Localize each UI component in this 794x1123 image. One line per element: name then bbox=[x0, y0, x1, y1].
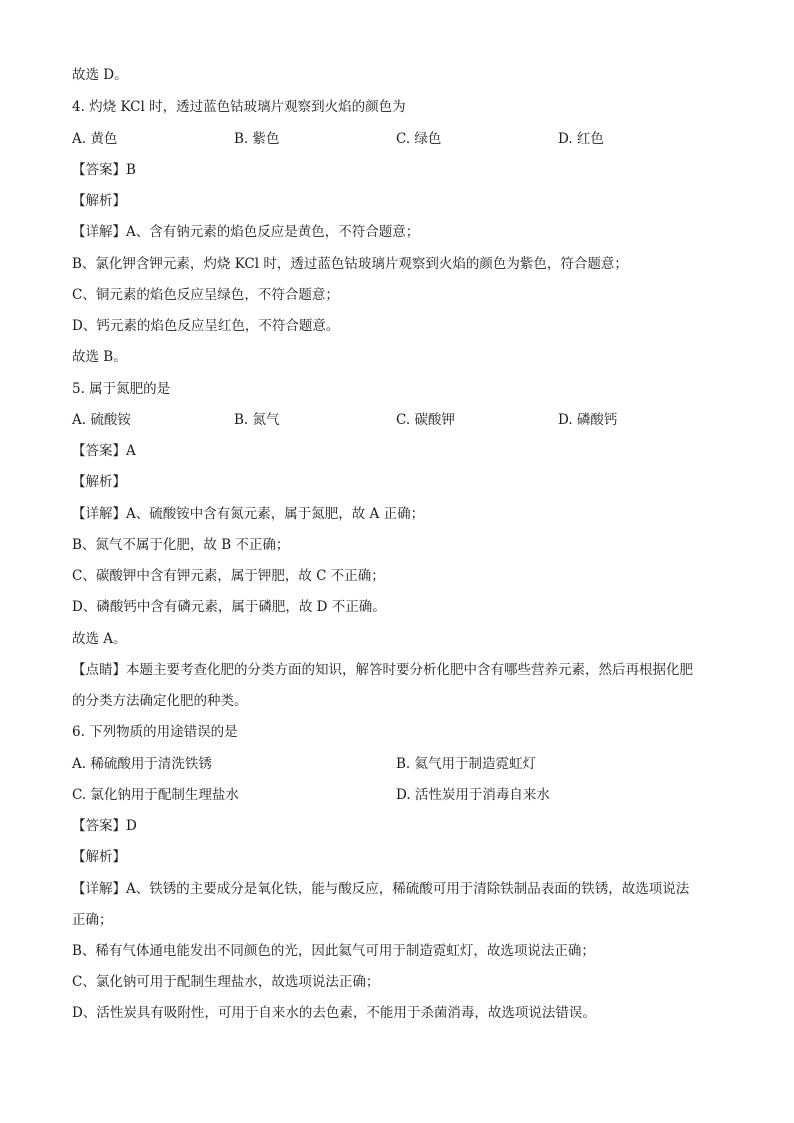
question-4-option-a: A. 黄色 bbox=[72, 131, 118, 147]
question-5-detail-3: C、碳酸钾中含有钾元素，属于钾肥，故 C 不正确； bbox=[72, 568, 385, 584]
question-5-stem: 5. 属于氮肥的是 bbox=[72, 381, 171, 397]
question-5-option-a: A. 硫酸铵 bbox=[72, 412, 131, 428]
question-4-detail-1: 【详解】A、含有钠元素的焰色反应是黄色，不符合题意； bbox=[72, 224, 420, 240]
question-4-detail-3: C、铜元素的焰色反应呈绿色，不符合题意； bbox=[72, 287, 339, 303]
question-5-option-d: D. 磷酸钙 bbox=[558, 412, 618, 428]
question-4-detail-4: D、钙元素的焰色反应呈红色，不符合题意。 bbox=[72, 318, 340, 334]
prev-question-conclusion: 故选 D。 bbox=[72, 67, 128, 83]
question-4-option-d: D. 红色 bbox=[558, 131, 604, 147]
question-6-answer: 【答案】D bbox=[72, 818, 137, 834]
question-6-detail-2: B、稀有气体通电能发出不同颜色的光，因此氦气可用于制造霓虹灯，故选项说法正确； bbox=[72, 943, 595, 959]
question-4-answer: 【答案】B bbox=[72, 162, 136, 178]
question-4-analysis-heading: 【解析】 bbox=[72, 193, 126, 209]
question-6-detail-3: C、氯化钠可用于配制生理盐水，故选项说法正确； bbox=[72, 974, 380, 990]
question-5-option-b: B. 氮气 bbox=[234, 412, 280, 428]
question-5-detail-2: B、氮气不属于化肥，故 B 不正确； bbox=[72, 537, 290, 553]
question-5-detail-4: D、磷酸钙中含有磷元素，属于磷肥，故 D 不正确。 bbox=[72, 599, 386, 615]
question-4-detail-2: B、氯化钾含钾元素，灼烧 KCl 时，透过蓝色钴玻璃片观察到火焰的颜色为紫色，符合题意； bbox=[72, 256, 628, 272]
question-5-answer: 【答案】A bbox=[72, 443, 136, 459]
question-4-option-b: B. 紫色 bbox=[234, 131, 280, 147]
question-6-stem: 6. 下列物质的用途错误的是 bbox=[72, 724, 238, 740]
question-4-stem: 4. 灼烧 KCl 时，透过蓝色钴玻璃片观察到火焰的颜色为 bbox=[72, 99, 406, 115]
question-6-option-a: A. 稀硫酸用于清洗铁锈 bbox=[72, 756, 212, 772]
question-5-note-line-2: 的分类方法确定化肥的种类。 bbox=[72, 693, 248, 709]
question-5-note-line-1: 【点睛】本题主要考查化肥的分类方面的知识，解答时要分析化肥中含有哪些营养元素，然后再根据化肥 bbox=[72, 662, 693, 678]
question-6-detail-1-line-2: 正确； bbox=[72, 912, 113, 928]
question-5-option-c: C. 碳酸钾 bbox=[396, 412, 455, 428]
question-6-analysis-heading: 【解析】 bbox=[72, 849, 126, 865]
question-6-detail-4: D、活性炭具有吸附性，可用于自来水的去色素，不能用于杀菌消毒，故选项说法错误。 bbox=[72, 1005, 596, 1021]
question-6-option-c: C. 氯化钠用于配制生理盐水 bbox=[72, 787, 239, 803]
question-6-option-b: B. 氦气用于制造霓虹灯 bbox=[396, 756, 537, 772]
question-4-option-c: C. 绿色 bbox=[396, 131, 442, 147]
question-6-option-d: D. 活性炭用于消毒自来水 bbox=[396, 787, 550, 803]
question-5-conclusion: 故选 A。 bbox=[72, 631, 127, 647]
question-6-detail-1-line-1: 【详解】A、铁锈的主要成分是氧化铁，能与酸反应，稀硫酸可用于清除铁制品表面的铁锈，故选项说法 bbox=[72, 881, 690, 897]
question-4-conclusion: 故选 B。 bbox=[72, 349, 127, 365]
question-5-analysis-heading: 【解析】 bbox=[72, 474, 126, 490]
question-5-detail-1: 【详解】A、硫酸铵中含有氮元素，属于氮肥，故 A 正确； bbox=[72, 506, 425, 522]
